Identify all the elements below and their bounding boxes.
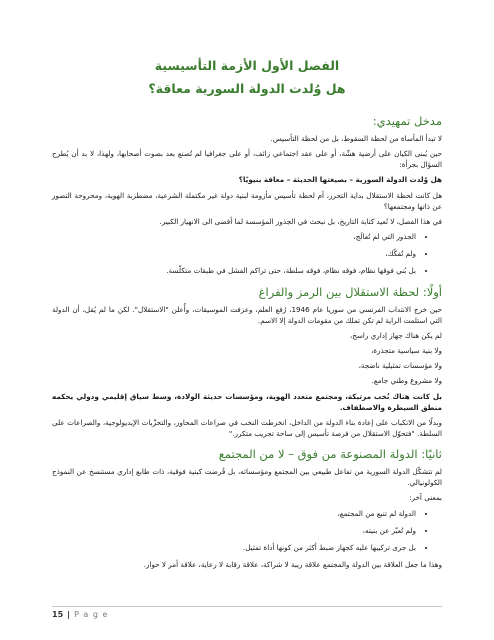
list-item: • بل بُني فوقها نظام، فوقه نظام، فوقه سلطة، حتى تراكم الفشل في طبقات متكلّسة.: [52, 265, 416, 276]
bold-question: هل وُلدت الدولة السورية – بصيغتها الحديثة – معاقة بنيويًا؟: [238, 175, 442, 185]
paragraph: حين يُبنى الكيان على أرضية هشّة، أو على عقد اجتماعي زائف، أو على جغرافيا لم تُصنع بعد بصوت أصحابها، ولهذا، لا بد أن يُطرح السؤال بجرأة:: [52, 149, 442, 170]
paragraph: ولا بنية سياسية متجذرة،: [370, 346, 442, 356]
paragraph: ولا مؤسسات تمثيلية ناضجة،: [358, 361, 442, 371]
paragraph: لا تبدأ المأساة من لحظة السقوط، بل من لحظة التأسيس.: [270, 134, 442, 143]
paragraph: هل كانت لحظة الاستقلال بداية التحرر، أم لحظة تأسيس مأزومة لبنية دولة غير مكتملة الشرعية، مضطربة الهوية، ومحروحة التصور عن ذاتها ومجتمعها؟: [52, 190, 442, 211]
list-item: • ولم تُعبّر عن بنيته،: [52, 525, 416, 536]
paragraph: بمعنى آخر:: [409, 493, 442, 503]
chapter-subtitle: هل وُلدت الدولة السورية معاقة؟: [148, 81, 346, 96]
page-label: P a g e: [74, 610, 109, 619]
bold-paragraph: بل كانت هناك نُخب مرتبكة، ومجتمع متعدد الهوية، ومؤسسات حديثة الولادة، وسط سياق إقليمي ودولي يحكمه منطق السيطرة والاصطفاف.: [52, 391, 442, 412]
bullet-list: [52, 231, 442, 276]
page-number: 15: [52, 610, 64, 619]
footer-separator: |: [67, 610, 71, 619]
paragraph: في هذا الفصل، لا نُعيد كتابة التاريخ، بل نبحث في الجذور المؤسسة لما أفضى الى الانهيار الكبير.: [159, 216, 442, 226]
intro-heading: مدخل تمهيدي:: [372, 114, 442, 128]
page-footer: [52, 610, 442, 619]
list-item: • الدولة لم تنبع من المجتمع،: [52, 508, 416, 519]
chapter-title: الفصل الأول الأزمة التأسيسية: [154, 58, 340, 73]
section-heading: ثانيًا: الدولة المصنوعة من فوق – لا من المجتمع: [218, 447, 442, 462]
paragraph: وهذا ما جعل العلاقة بين الدولة والمجتمع علاقة ريبة لا شراكة، علاقة رقابة لا رعاية، علاقة أمر لا حوار.: [143, 560, 442, 570]
footer-divider: [52, 606, 442, 607]
paragraph: لم تتشكّل الدولة السورية من تفاعل طبيعي بين المجتمع ومؤسساته، بل فُرضت كبنية فوقية، ذات طابع إداري مستنسخ عن النموذج الكولونيالي.: [52, 467, 442, 488]
paragraph: لم يكن هناك جهاز إداري راسخ،: [349, 330, 442, 340]
list-item: • الجذور التي لم تُعالَج،: [52, 231, 416, 242]
page-content: [52, 58, 442, 574]
paragraph: ولا مشروع وطني جامع.: [371, 376, 442, 386]
paragraph: وبدلًا من الانكباب على إعادة بناء الدولة من الداخل، انخرطت النخب في صراعات المحاور، والتحزّبات الإيديولوجية، والصراعات على السلطة. "فتحوّل الاستقلال من فرصة تأسيس إلى ساحة تجريب متكرر.": [52, 417, 442, 438]
bullet-list: [52, 508, 442, 553]
list-item: • ولم تُفكّك،: [52, 248, 416, 259]
paragraph: حين خرج الانتداب الفرنسي من سوريا عام 1946، رُفع العلم، وعزفت الموسيقات، وأُعلن "الاستقلال". لكن ما لم يُقل، أن الدولة التي استلمت الراية لم تكن تملك من مقومات الدولة إلا الاسم.: [52, 304, 443, 325]
list-item: • بل جرى تركيبها عليه كجهاز ضبط أكثر من كونها أداة تمثيل.: [52, 542, 416, 553]
section-heading: أولًا: لحظة الاستقلال بين الرمز والفراغ: [258, 284, 442, 299]
